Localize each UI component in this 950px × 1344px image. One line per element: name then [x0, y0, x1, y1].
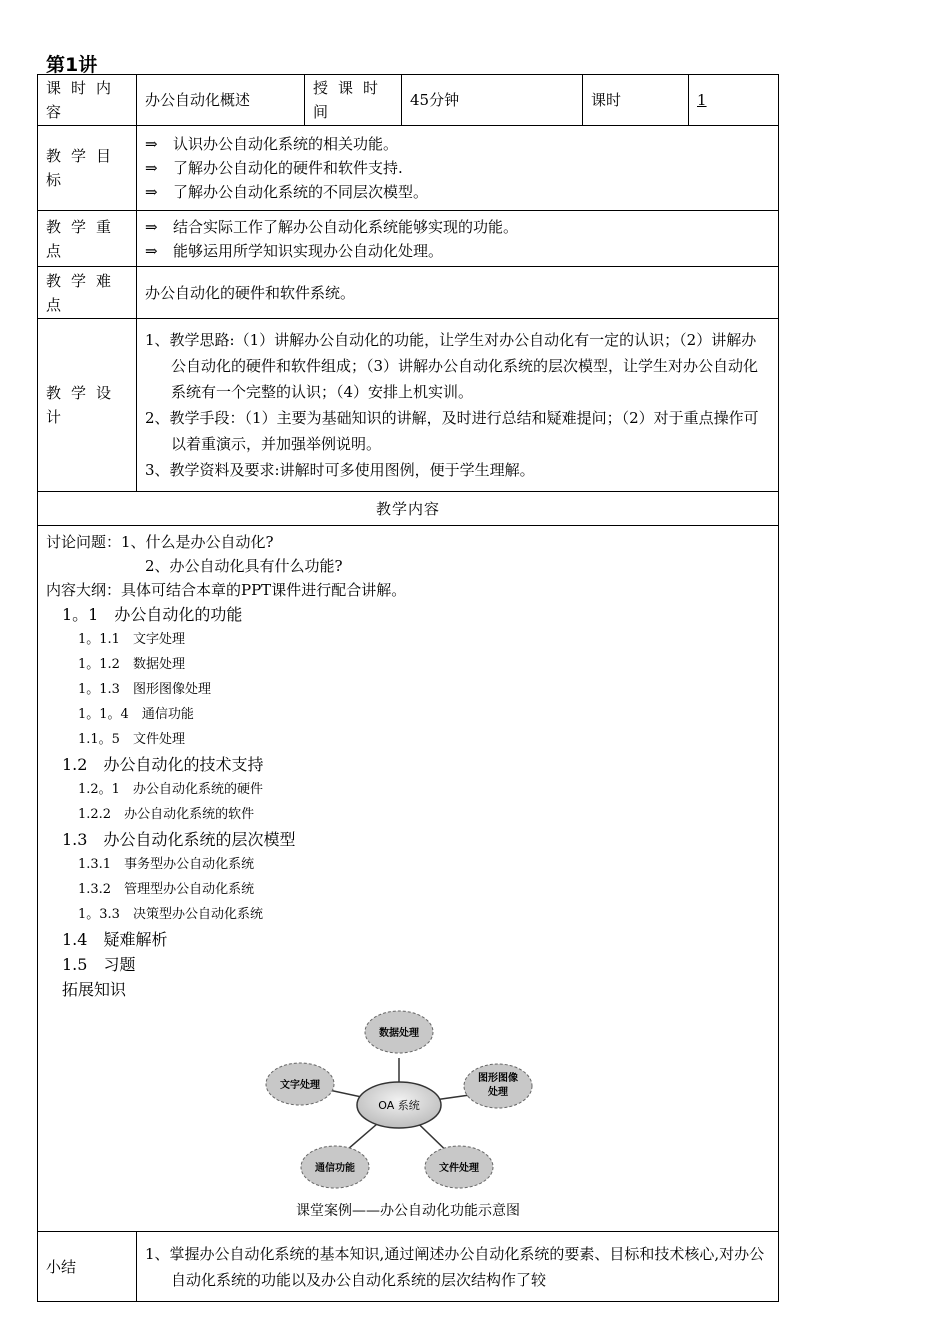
objectives-list	[137, 126, 779, 211]
design-list	[137, 319, 779, 492]
svg-text:通信功能: 通信功能	[315, 1163, 355, 1174]
design-row	[38, 319, 779, 492]
arrow-icon: ⇒	[145, 183, 158, 201]
content-body	[38, 526, 779, 1232]
summary-text-cell	[137, 1232, 779, 1302]
objectives-label: 教学目标	[38, 126, 137, 211]
svg-text:图形图像: 图形图像	[478, 1073, 518, 1084]
discussion-question-1: 讨论问题：1、什么是办公自动化?	[46, 533, 274, 551]
difficulties-row	[38, 267, 779, 319]
subsection: 1.2.2 办公自动化系统的软件	[78, 807, 255, 822]
objectives-row	[38, 126, 779, 211]
time-label: 授课时间	[305, 75, 402, 126]
subsection: 1.3.1 事务型办公自动化系统	[78, 857, 255, 872]
node-communication	[301, 1146, 369, 1188]
list-item: ⇒ 结合实际工作了解办公自动化系统能够实现的功能。	[145, 215, 770, 239]
design-item: 1、教学思路:（1）讲解办公自动化的功能，让学生对办公自动化有一定的认识；（2）讲解办公自动化的硬件和软件组成；（3）讲解办公自动化系统的层次模型，让学生对办公自动化系统有一个完整的认识；（4）安排上机实训。	[145, 331, 759, 401]
section-heading: 1.5 习题	[62, 955, 136, 974]
arrow-icon: ⇒	[145, 159, 158, 177]
svg-text:OA 系统: OA 系统	[378, 1099, 420, 1112]
content-label: 课时内容	[38, 75, 137, 126]
key-points-list	[137, 211, 779, 267]
node-file-processing	[425, 1146, 493, 1188]
discussion-question-2: 2、办公自动化具有什么功能?	[145, 557, 343, 575]
list-item: ⇒ 能够运用所学知识实现办公自动化处理。	[145, 239, 770, 263]
subsection: 1。1.2 数据处理	[78, 657, 185, 672]
svg-text:文字处理: 文字处理	[280, 1080, 320, 1091]
design-label: 教学设计	[38, 319, 137, 492]
content-value: 办公自动化概述	[137, 75, 305, 126]
section-heading: 1.2 办公自动化的技术支持	[62, 755, 264, 774]
diagram-caption: 课堂案例——办公自动化功能示意图	[296, 1203, 520, 1219]
header-row	[38, 75, 779, 126]
svg-text:处理: 处理	[488, 1087, 508, 1098]
key-points-row	[38, 211, 779, 267]
difficulties-text: 办公自动化的硬件和软件系统。	[137, 267, 779, 319]
arrow-icon: ⇒	[145, 217, 158, 236]
section-heading: 1。1 办公自动化的功能	[62, 605, 243, 624]
subsection: 1.3.2 管理型办公自动化系统	[78, 882, 255, 897]
extension-heading: 拓展知识	[62, 980, 127, 999]
summary-row	[38, 1232, 779, 1302]
design-item: 3、教学资料及要求:讲解时可多使用图例，便于学生理解。	[145, 461, 535, 479]
list-item: ⇒ 了解办公自动化系统的不同层次模型。	[145, 180, 770, 204]
list-item: ⇒ 了解办公自动化的硬件和软件支持.	[145, 156, 770, 180]
hours-label: 课时	[583, 75, 689, 126]
oa-function-diagram	[263, 1010, 553, 1195]
outline-text: 内容大纲：具体可结合本章的PPT课件进行配合讲解。	[46, 581, 407, 599]
svg-text:文件处理: 文件处理	[439, 1163, 479, 1174]
hours-value: 1	[689, 75, 779, 126]
content-heading: 教学内容	[38, 492, 779, 526]
section-heading: 1.3 办公自动化系统的层次模型	[62, 830, 296, 849]
subsection: 1。1。4 通信功能	[78, 707, 194, 722]
list-item: ⇒ 认识办公自动化系统的相关功能。	[145, 132, 770, 156]
lecture-title: 第1讲	[46, 54, 98, 76]
subsection: 1.2。1 办公自动化系统的硬件	[78, 782, 263, 797]
center-node	[357, 1082, 441, 1128]
key-points-label: 教学重点	[38, 211, 137, 267]
summary-text: 1、掌握办公自动化系统的基本知识,通过阐述办公自动化系统的要素、目标和技术核心,对办公自动化系统的功能以及办公自动化系统的层次结构作了较	[145, 1244, 765, 1289]
difficulties-label: 教学难点	[38, 267, 137, 319]
node-text-processing	[266, 1063, 334, 1105]
summary-label: 小结	[38, 1232, 137, 1302]
content-row	[38, 526, 779, 1232]
arrow-icon: ⇒	[145, 241, 158, 260]
subsection: 1.1。5 文件处理	[78, 732, 185, 747]
design-item: 2、教学手段：（1）主要为基础知识的讲解，及时进行总结和疑难提问；（2）对于重点操作可以着重演示，并加强举例说明。	[145, 409, 759, 453]
arrow-icon: ⇒	[145, 135, 158, 153]
subsection: 1。1.3 图形图像处理	[78, 682, 211, 697]
time-value: 45分钟	[402, 75, 583, 126]
content-heading-row	[38, 492, 779, 526]
svg-text:数据处理: 数据处理	[379, 1028, 419, 1039]
section-heading: 1.4 疑难解析	[62, 930, 168, 949]
node-data-processing	[365, 1011, 433, 1053]
lesson-plan-table	[37, 74, 779, 1302]
subsection: 1。3.3 决策型办公自动化系统	[78, 907, 263, 922]
subsection: 1。1.1 文字处理	[78, 632, 185, 647]
node-graphics-processing	[464, 1064, 532, 1108]
